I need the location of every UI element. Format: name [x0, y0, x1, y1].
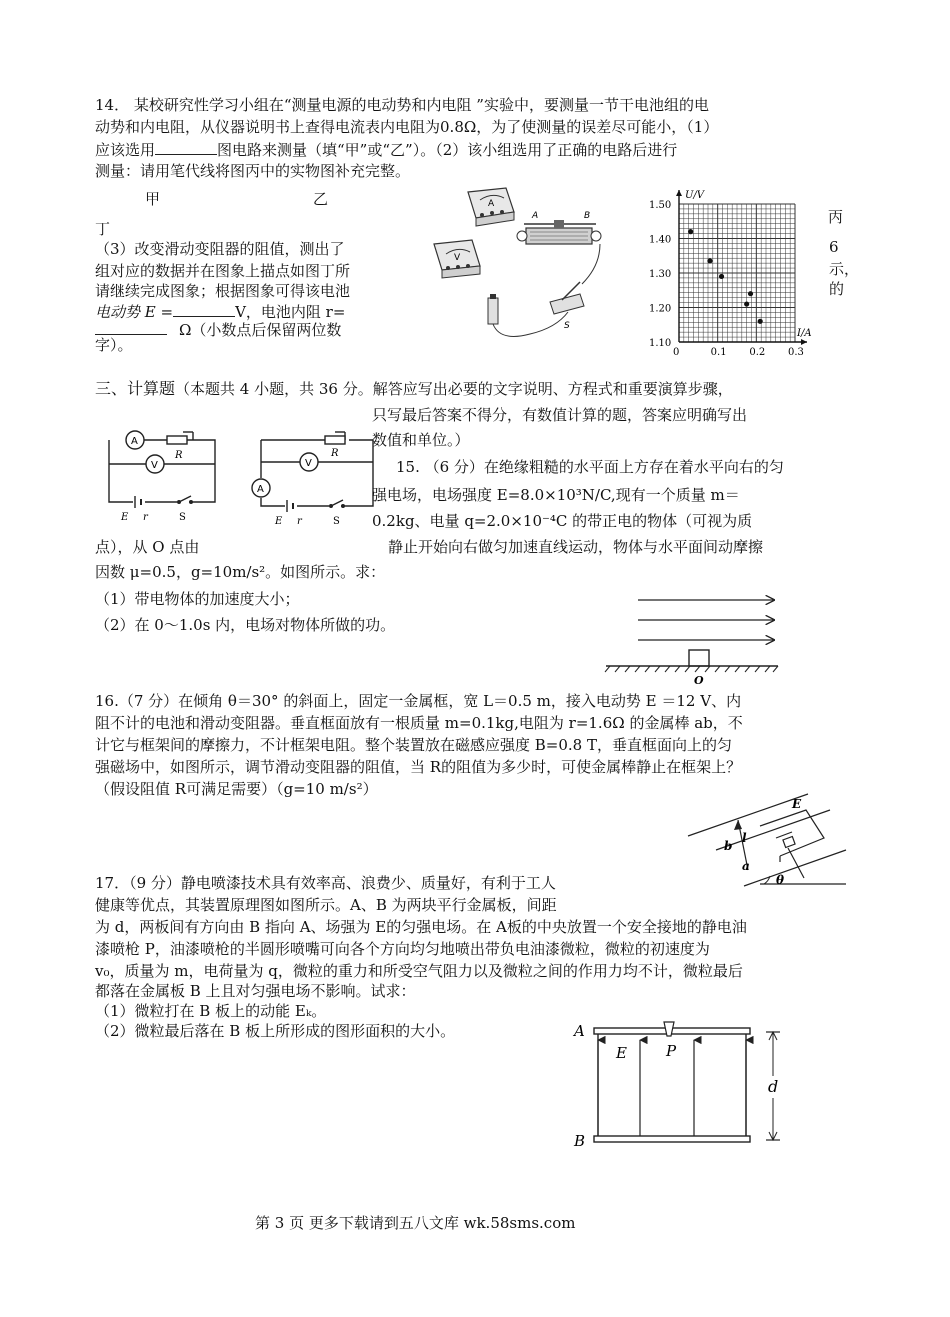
q15-part-2: （2）在 0～1.0s 内，电场对物体所做的功。	[95, 616, 396, 634]
y-tick-label: 1.10	[649, 338, 672, 349]
c2-emf: E	[275, 516, 283, 527]
q15-line-3: 0.2kg、电量 q=2.0×10⁻⁴C 的带正电的物体（可视为质	[372, 512, 753, 530]
q15-o-label: O	[694, 674, 704, 687]
q14-p3-line-3: 请继续完成图象；根据图象可得该电池	[95, 282, 351, 300]
q14-blank-emf[interactable]	[173, 300, 235, 317]
q14-line-3	[95, 138, 677, 161]
q14-line-3b: 图电路来测量（填“甲”或“乙”）。（2）该小组选用了正确的电路后进行	[217, 141, 678, 159]
q16-line-1: 16.（7 分）在倾角 θ＝30° 的斜面上，固定一金属框，宽 L＝0.5 m，接入电动势 E ＝12 V、内	[95, 692, 742, 710]
q16-line-5: （假设阻值 R可满足需要）（g=10 m/s²）	[95, 780, 378, 798]
q14-p3-line-6: 字）。	[95, 336, 133, 354]
q16-l-label: l	[742, 831, 747, 845]
c1-emf: E	[121, 512, 129, 523]
q17-part-1: （1）微粒打在 B 板上的动能 Eₖ。	[95, 1002, 327, 1020]
label-yi: 乙	[313, 190, 329, 208]
q16-b-label: b	[724, 839, 733, 853]
q17-a-label: A	[574, 1022, 585, 1040]
q14-p3-line-1: （3）改变滑动变阻器的阻值，测出了	[95, 240, 345, 258]
q17-line-4: 漆喷枪 P，油漆喷枪的半圆形喷嘴可向各个方向均匀地喷出带负电油漆微粒，微粒的初速度为	[95, 940, 710, 958]
rheostat-b: B	[584, 211, 591, 221]
q15-line-5: 因数 μ=0.5，g=10m/s²。如图所示。求：	[95, 563, 386, 581]
sec3-intro-1: （本题共 4 小题，共 36 分。解答应写出必要的文字说明、方程式和重要演算步骤，	[175, 380, 733, 398]
q16-line-4: 强磁场中，如图所示，调节滑动变阻器的阻值，当 R的阻值为多少时，可使金属棒静止在框架上？	[95, 758, 742, 776]
c1-resistor: R	[175, 450, 183, 461]
q15-line-1: 15. （6 分）在绝缘粗糙的水平面上方存在着水平向右的匀	[396, 458, 784, 476]
q14-p3-line-5-text: Ω（小数点后保留两位数	[179, 321, 342, 339]
c2-switch: S	[333, 516, 340, 527]
data-point	[744, 301, 749, 306]
right-6: 6	[829, 238, 839, 256]
y-tick-label: 1.30	[649, 269, 672, 280]
q17-spray-figure	[570, 1018, 790, 1158]
c1-ammeter: A	[131, 436, 138, 447]
q14-blank-r[interactable]	[95, 318, 167, 335]
y-tick-label: 1.20	[649, 303, 672, 315]
q17-line-6: 都落在金属板 B 上且对匀强电场不影响。试求：	[95, 982, 416, 1000]
ui-graph	[645, 190, 825, 362]
apparatus-figure	[430, 182, 640, 352]
c2-ammeter: A	[257, 484, 264, 495]
sec3-intro-2: 只写最后答案不得分，有数值计算的题，答案应明确写出	[372, 406, 748, 424]
label-ding: 丁	[95, 220, 111, 238]
q14-p3-line-2: 组对应的数据并在图象上描点如图丁所	[95, 262, 351, 280]
x-tick-label: 0.3	[788, 347, 804, 358]
x-tick-label: 0.1	[710, 347, 727, 358]
label-bing: 丙	[828, 208, 844, 226]
sec3-line-1	[95, 378, 733, 400]
voltmeter-device	[434, 240, 480, 278]
q14-line-3a: 应该选用	[95, 141, 156, 159]
x-tick-label: 0	[673, 347, 680, 358]
q17-b-label: B	[574, 1132, 586, 1150]
right-shi: 示，	[829, 260, 860, 278]
ammeter-device	[468, 188, 514, 226]
q14-emf-label: 电动势 E =	[95, 303, 174, 321]
y-tick-label: 1.40	[649, 234, 672, 246]
rheostat-device	[517, 211, 601, 244]
c2-resistor: R	[331, 448, 339, 459]
x-axis-arrow	[801, 339, 807, 345]
label-jia: 甲	[145, 190, 161, 208]
q14-blank-circuit[interactable]	[155, 138, 217, 155]
q14-line-1: 14． 某校研究性学习小组在“测量电源的电动势和内电阻 ”实验中，要测量一节干电池组的电	[95, 96, 709, 114]
q16-e-label: E	[792, 797, 802, 811]
q17-line-3: 为 d，两板间有方向由 B 指向 A、场强为 E的匀强电场。在 A板的中央放置一个安全接地的静电油	[95, 918, 747, 936]
switch-device	[550, 244, 600, 331]
q16-line-3: 计它与框架间的摩擦力，不计框架电阻。整个装置放在磁感应强度 B=0.8 T，垂直框面向上的匀	[95, 736, 732, 754]
rheostat-a: A	[532, 211, 539, 221]
c2-r: r	[297, 516, 302, 527]
q16-incline-figure	[680, 792, 850, 892]
y-axis-arrow	[676, 190, 682, 196]
q14-line-2: 动势和内电阻，从仪器说明书上查得电流表内电阻为0.8Ω，为了使测量的误差尽可能小，（1）	[95, 118, 719, 136]
q15-line-4b: 静止开始向右做匀加速直线运动，物体与水平面间动摩擦	[388, 538, 764, 556]
q17-line-1: 17．（9 分）静电喷漆技术具有效率高、浪费少、质量好，有利于工人	[95, 874, 556, 892]
sec3-heading: 三、计算题	[95, 379, 176, 398]
q17-part-2: （2）微粒最后落在 B 板上所形成的图形面积的大小。	[95, 1022, 456, 1040]
q17-p-label: P	[666, 1042, 677, 1060]
page-footer: 第 3 页 更多下载请到五八文库 wk.58sms.com	[255, 1214, 576, 1232]
y-axis-title: U/V	[685, 190, 705, 201]
right-de: 的	[829, 280, 845, 298]
q17-d-label: d	[768, 1077, 779, 1096]
circuit-diagrams	[95, 420, 385, 530]
y-tick-label: 1.50	[649, 200, 672, 211]
q15-part-1: （1）带电物体的加速度大小；	[95, 590, 300, 608]
sec3-intro-3: 数值和单位。）	[372, 431, 470, 449]
c1-voltmeter: V	[151, 460, 158, 471]
switch-letter: S	[564, 321, 570, 331]
q15-field-figure	[602, 590, 782, 686]
q17-line-5: v₀，质量为 m，电荷量为 q，微粒的重力和所受空气阻力以及微粒之间的作用力均不计，微粒最后	[95, 962, 743, 980]
x-tick-label: 0.2	[749, 347, 766, 358]
data-point	[719, 274, 724, 279]
data-point	[688, 229, 693, 234]
q14-r-label: V，电池内阻 r=	[235, 303, 346, 321]
ammeter-letter: A	[488, 199, 495, 209]
data-point	[748, 291, 753, 296]
data-point	[707, 258, 712, 263]
q15-line-4a: 点），从 O 点由	[95, 538, 200, 556]
c1-r: r	[143, 512, 148, 523]
q17-e-label: E	[616, 1044, 627, 1062]
c2-voltmeter: V	[305, 458, 312, 469]
x-axis-title: I/A	[797, 328, 812, 339]
q16-a-label: a	[742, 859, 750, 873]
q16-line-2: 阻不计的电池和滑动变阻器。垂直框面放有一根质量 m=0.1kg,电阻为 r=1.6Ω 的金属棒 ab，不	[95, 714, 743, 732]
data-point	[758, 319, 763, 324]
q17-line-2: 健康等优点，其装置原理图如图所示。A、B 为两块平行金属板，间距	[95, 896, 557, 914]
q15-line-2: 强电场，电场强度 E=8.0×10³N/C,现有一个质量 m＝	[372, 486, 740, 504]
c1-switch: S	[179, 512, 186, 523]
q16-theta-label: θ	[776, 873, 785, 887]
voltmeter-letter: V	[454, 253, 461, 263]
q14-line-4: 测量：请用笔代线将图丙中的实物图补充完整。	[95, 162, 411, 180]
circuit-yi	[261, 432, 373, 506]
